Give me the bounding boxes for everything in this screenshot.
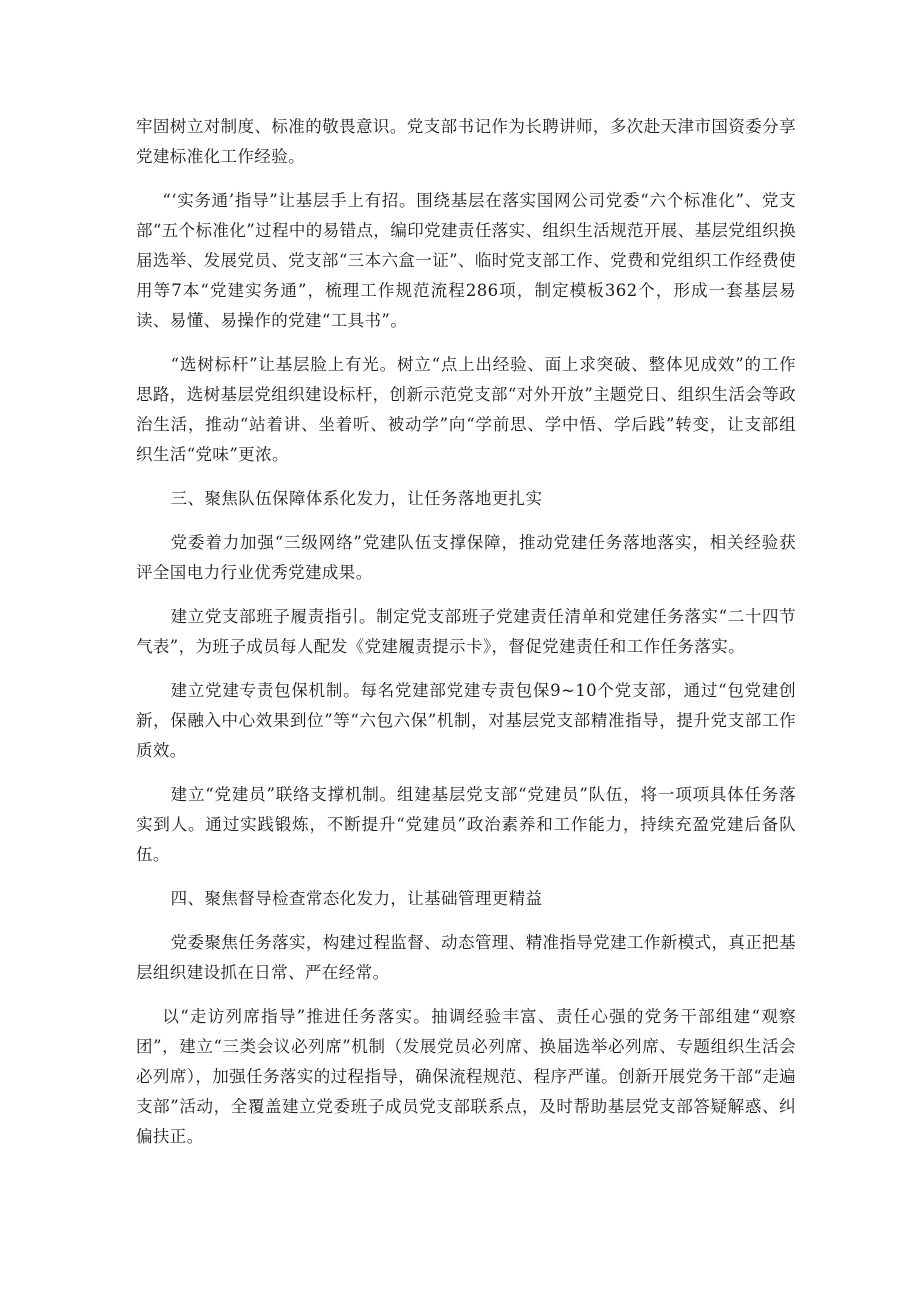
paragraph-duty-guide: 建立党支部班子履责指引。制定党支部班子党建责任清单和党建任务落实“二十四节气表”，为班子成员每人配发《党建履责提示卡》，督促党建责任和工作任务落实。 [136, 607, 796, 656]
paragraph-team-support: 党委着力加强“三级网络”党建队伍支撑保障，推动党建任务落地落实，相关经验获评全国电力行业优秀党建成果。 [136, 533, 796, 582]
paragraph-contract-mechanism: 建立党建专责包保机制。每名党建部党建专责包保9~10个党支部，通过“包党建创新，保融入中心效果到位”等“六包六保”机制，对基层党支部精准指导，提升党支部工作质效。 [136, 681, 796, 760]
paragraph-benchmark: “选树标杆”让基层脸上有光。树立“点上出经验、面上求突破、整体见成效”的工作思路，选树基层党组织建设标杆，创新示范党支部“对外开放”主题党日、组织生活会等政治生活，推动“站着讲、坐着听、被动学”向“学前思、学中悟、学后践”转变，让支部组织生活“党味”更浓。 [136, 355, 796, 464]
paragraph-continuation: 牢固树立对制度、标准的敬畏意识。党支部书记作为长聘讲师，多次赴天津市国资委分享党建标准化工作经验。 [136, 117, 796, 166]
section-heading-four: 四、聚焦督导检查常态化发力，让基础管理更精益 [170, 889, 543, 908]
section-heading-three: 三、聚焦队伍保障体系化发力，让任务落地更扎实 [170, 489, 543, 508]
paragraph-practice-guide: “‘实务通’指导”让基层手上有招。围绕基层在落实国网公司党委“六个标准化”、党支部“五个标准化”过程中的易错点，编印党建责任落实、组织生活规范开展、基层党组织换届选举、发展党员、党支部“三本六盒一证”、临时党支部工作、党费和党组织工作经费使用等7本“党建实务通”，梳理工作规范流程286项，制定模板362个，形成一套基层易读、易懂、易操作的党建“工具书”。 [136, 191, 796, 330]
document-body [136, 112, 796, 1166]
paragraph-visit-guidance: 以“走访列席指导”推进任务落实。抽调经验丰富、责任心强的党务干部组建“观察团”，建立“三类会议必列席”机制（发展党员必列席、换届选举必列席、专题组织生活会必列席），加强任务落实的过程指导，确保流程规范、程序严谨。创新开展党务干部“走遍支部”活动，全覆盖建立党委班子成员党支部联系点，及时帮助基层党支部答疑解惑、纠偏扶正。 [136, 1007, 796, 1146]
paragraph-liaison-mechanism: 建立“党建员”联络支撑机制。组建基层党支部“党建员”队伍，将一项项具体任务落实到人。通过实践锻炼，不断提升“党建员”政治素养和工作能力，持续充盈党建后备队伍。 [136, 785, 796, 864]
paragraph-supervision: 党委聚焦任务落实，构建过程监督、动态管理、精准指导党建工作新模式，真正把基层组织建设抓在日常、严在经常。 [136, 933, 796, 982]
